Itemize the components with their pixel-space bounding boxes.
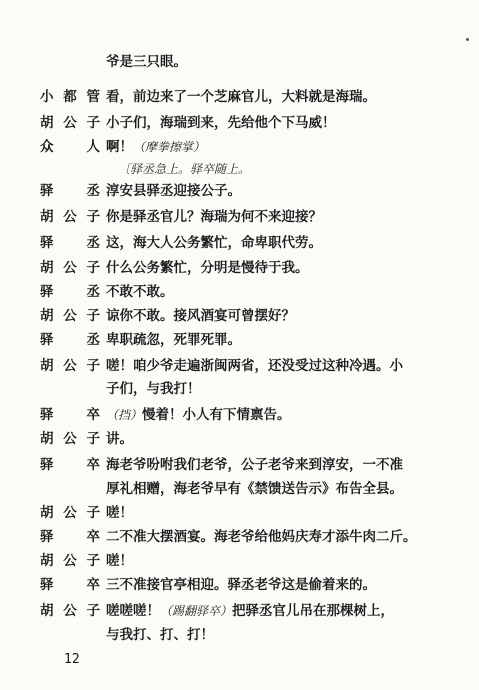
dialogue bbox=[106, 138, 205, 156]
speaker-name: 驿 丞 bbox=[40, 183, 100, 199]
speaker-name: 驿 卒 bbox=[40, 529, 100, 545]
dialogue bbox=[106, 283, 174, 301]
dialogue bbox=[106, 259, 309, 277]
dialogue bbox=[106, 576, 376, 594]
inline-stage-note: （摩拳擦掌） bbox=[133, 140, 206, 154]
dialogue-text: 二不准大摆酒宴。海老爷给他妈庆寿才添牛肉二斤。 bbox=[106, 529, 417, 545]
speaker-name: 胡公子 bbox=[40, 260, 100, 276]
speaker-name: 小都管 bbox=[40, 89, 100, 105]
dialogue-text: 看，前边来了一个芝麻官儿，大料就是海瑞。 bbox=[106, 89, 376, 105]
speaker-name: 胡公子 bbox=[40, 358, 100, 374]
dialogue bbox=[106, 182, 241, 200]
dialogue-text: 谅你不敢。接风酒宴可曾摆好？ bbox=[106, 308, 295, 324]
dialogue-continuation: 慢着！小人有下情禀告。 bbox=[142, 407, 291, 423]
dialogue-text: 嗟！ bbox=[106, 505, 133, 521]
dialogue bbox=[106, 208, 322, 226]
dialogue bbox=[106, 380, 201, 398]
page-number: 12 bbox=[64, 652, 80, 667]
dialogue-text: 卑职疏忽，死罪死罪。 bbox=[106, 332, 241, 348]
dialogue-text: 爷是三只眼。 bbox=[106, 54, 187, 70]
dialogue-text: 小子们，海瑞到来，先给他个下马威！ bbox=[106, 115, 336, 131]
scan-speck bbox=[466, 38, 469, 41]
dialogue bbox=[106, 114, 336, 132]
speaker-name: 胡公子 bbox=[40, 505, 100, 521]
dialogue bbox=[106, 88, 376, 106]
dialogue-text: 你是驿丞官儿？海瑞为何不来迎接？ bbox=[106, 209, 322, 225]
dialogue-text: 什么公务繁忙，分明是慢待于我。 bbox=[106, 260, 309, 276]
speaker-name: 驿 丞 bbox=[40, 235, 100, 251]
dialogue-text: 嗟！ bbox=[106, 553, 133, 569]
dialogue bbox=[106, 307, 295, 325]
speaker-name: 驿 丞 bbox=[40, 284, 100, 300]
dialogue bbox=[106, 626, 214, 644]
stage-direction: 〔驿丞急上。驿卒随上。 bbox=[118, 162, 251, 176]
dialogue bbox=[106, 528, 417, 546]
speaker-name: 胡公子 bbox=[40, 431, 100, 447]
dialogue-text: 淳安县驿丞迎接公子。 bbox=[106, 183, 241, 199]
dialogue bbox=[106, 357, 403, 375]
dialogue bbox=[106, 480, 403, 498]
inline-stage-note: （踢翻驿卒） bbox=[160, 604, 233, 618]
speaker-name: 驿 卒 bbox=[40, 407, 100, 423]
dialogue-text: 讲。 bbox=[106, 431, 133, 447]
dialogue-text: 子们，与我打！ bbox=[106, 381, 201, 397]
dialogue bbox=[106, 430, 133, 448]
speaker-name: 胡公子 bbox=[40, 209, 100, 225]
dialogue-text: 不敢不敢。 bbox=[106, 284, 174, 300]
speaker-name: 驿 丞 bbox=[40, 332, 100, 348]
dialogue-text: 嗟嗟嗟！ bbox=[106, 603, 160, 619]
dialogue bbox=[106, 331, 241, 349]
speaker-name: 众 人 bbox=[40, 139, 100, 155]
dialogue-text: 三不准接官亭相迎。驿丞老爷这是偷着来的。 bbox=[106, 577, 376, 593]
dialogue bbox=[106, 456, 403, 474]
dialogue-text: 海老爷吩咐我们老爷，公子老爷来到淳安，一不准 bbox=[106, 457, 403, 473]
speaker-name: 驿 卒 bbox=[40, 457, 100, 473]
dialogue bbox=[106, 504, 133, 522]
dialogue-text: 与我打、打、打！ bbox=[106, 627, 214, 643]
inline-stage-note: （挡） bbox=[106, 408, 143, 422]
dialogue bbox=[106, 602, 394, 620]
dialogue-continuation: 把驿丞官儿吊在那棵树上， bbox=[232, 603, 395, 619]
dialogue bbox=[106, 406, 291, 424]
dialogue-text: 啊！ bbox=[106, 139, 133, 155]
speaker-name: 胡公子 bbox=[40, 115, 100, 131]
speaker-name: 胡公子 bbox=[40, 308, 100, 324]
speaker-name: 胡公子 bbox=[40, 603, 100, 619]
dialogue-text: 这，海大人公务繁忙，命卑职代劳。 bbox=[106, 235, 322, 251]
dialogue bbox=[106, 552, 133, 570]
dialogue-text: 厚礼相赠，海老爷早有《禁馈送告示》布告全县。 bbox=[106, 481, 403, 497]
dialogue bbox=[106, 234, 322, 252]
speaker-name: 驿 卒 bbox=[40, 577, 100, 593]
speaker-name: 胡公子 bbox=[40, 553, 100, 569]
dialogue-text: 嗟！咱少爷走遍浙闽两省，还没受过这种冷遇。小 bbox=[106, 358, 403, 374]
dialogue bbox=[106, 53, 187, 71]
